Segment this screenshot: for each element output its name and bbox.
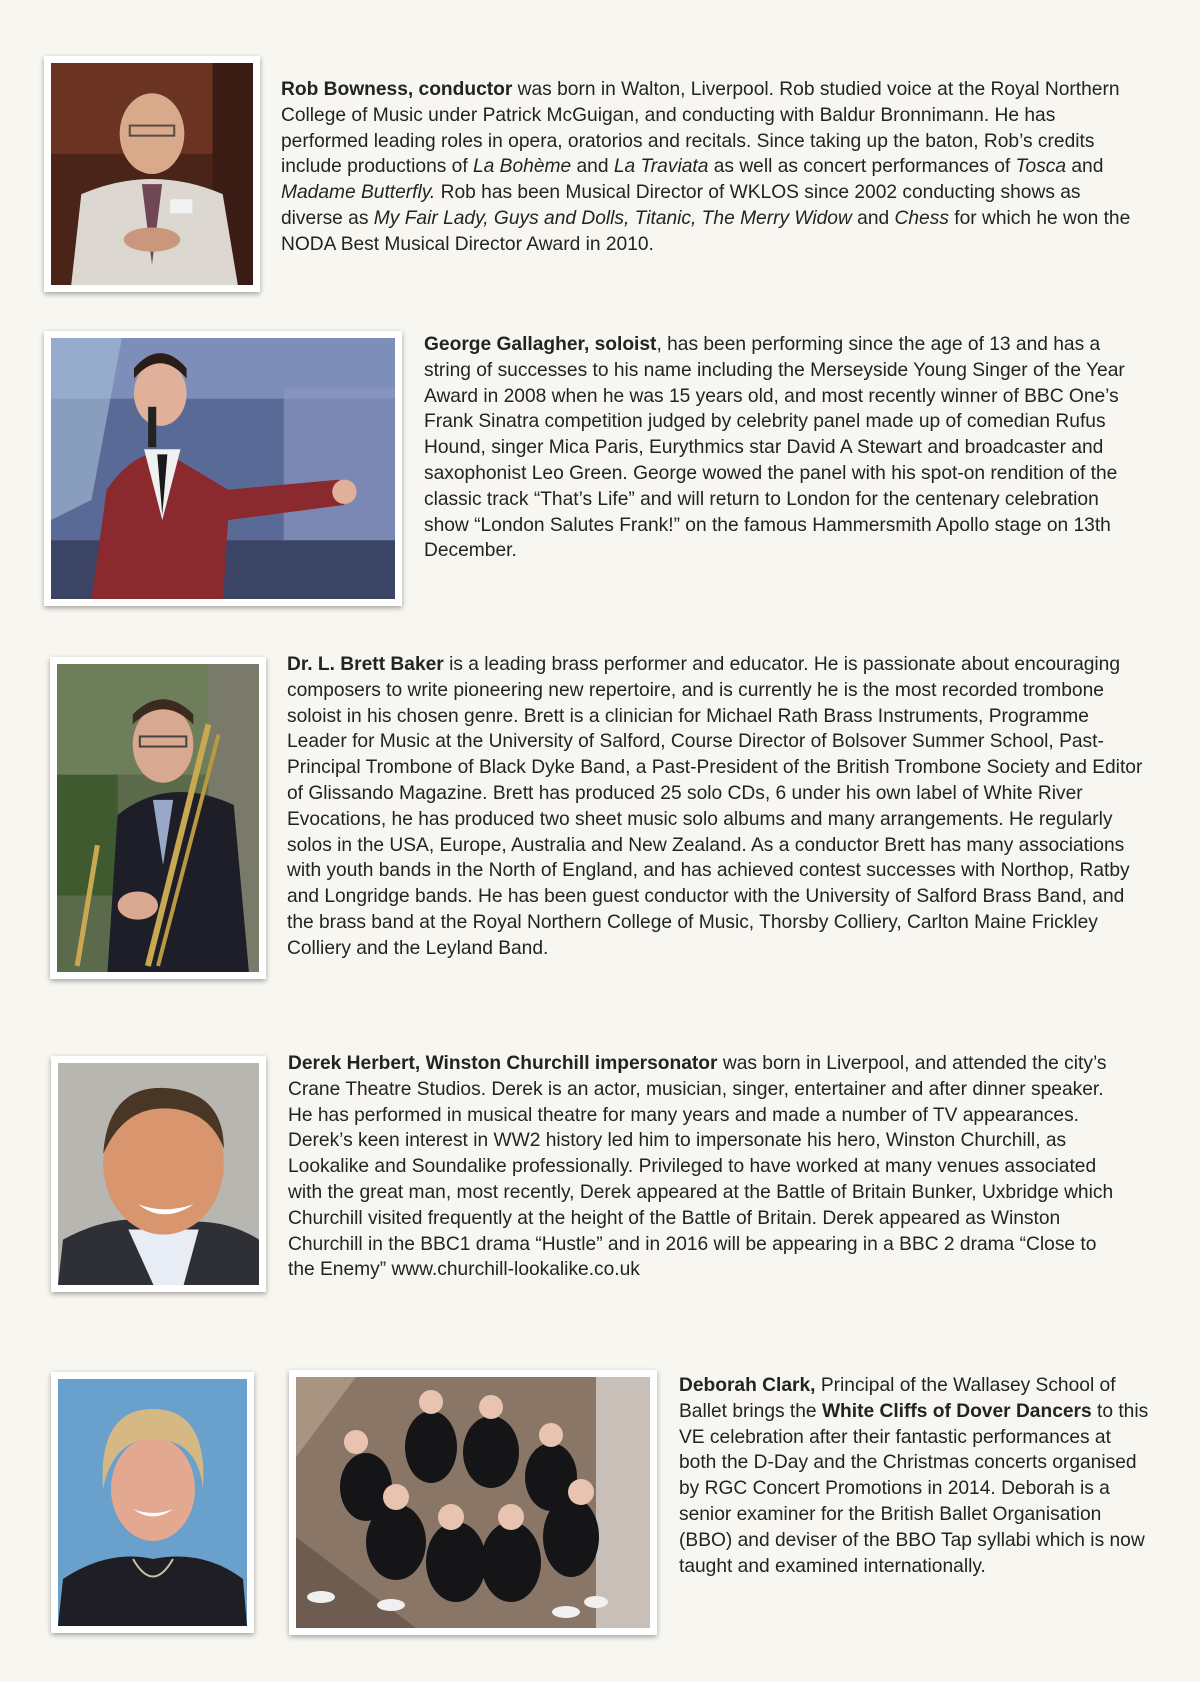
rob-bowness-bio: Rob Bowness, conductor was born in Walton, Liverpool. Rob studied voice at the Royal Northern College of Music under Patrick McGuigan, and conducting with Baldur Bronnimann. He has performed leading roles in opera, oratorios and recitals. Since taking up the baton, Rob’s credits include productions of La Bohème and La Traviata as well as concert performances of Tosca and Madame Butterfly. Rob has been Musical Director of WKLOS since 2002 conducting shows as diverse as My Fair Lady, Guys and Dolls, Titanic, The Merry Widow and Chess for which he won the NODA Best Musical Director Award in 2010.: [281, 79, 1131, 255]
deborah-clark-photo: [51, 1372, 254, 1633]
george-gallagher-name: George Gallagher, soloist: [424, 334, 657, 355]
singer-stage-image: [51, 338, 395, 599]
conductor-portrait-image: [51, 63, 253, 285]
brett-baker-photo: [50, 657, 266, 979]
impersonator-portrait-image: [58, 1063, 259, 1285]
george-gallagher-bio: George Gallagher, soloist, has been performing since the age of 13 and has a string of successes to his name including the Merseyside Young Singer of the Year Award in 2008 when he was 15 years old, and most recently winner of BBC One’s Frank Sinatra competition judged by celebrity panel made up of comedian Rufus Hound, singer Mica Paris, Eurythmics star David A Stewart and broadcaster and saxophonist Leo Green. George wowed the panel with his spot-on rendition of the classic track “That’s Life” and will return to London for the centenary celebration show “London Salutes Frank!” on the famous Hammersmith Apollo stage on 13th December.: [424, 334, 1125, 562]
rob-bowness-photo: [44, 56, 260, 292]
deborah-clark-name: Deborah Clark,: [679, 1375, 816, 1396]
derek-herbert-photo: [51, 1056, 266, 1292]
trombonist-portrait-image: [57, 664, 259, 972]
brett-baker-bio: Dr. L. Brett Baker is a leading brass performer and educator. He is passionate about encouraging composers to write pioneering new repertoire, and is currently he is the most recorded trombone soloist in his chosen genre. Brett is a clinician for Michael Rath Brass Instruments, Programme Leader for Music at the University of Salford, Course Director of Bolsover Summer School, Past-Principal Trombone of Black Dyke Band, a Past-President of the British Trombone Society and Editor of Glissando Magazine. Brett has produced 25 solo CDs, 6 under his own label of White River Evocations, he has produced two sheet music solo albums and many arrangements. He regularly solos in the USA, Europe, Australia and New Zealand. As a conductor Brett has many associations with youth bands in the North of England, and has achieved contest successes with Northop, Ratby and Longridge bands. He has been guest conductor with the University of Salford Brass Band, and the brass band at the Royal Northern College of Music, Thorsby Colliery, Carlton Maine Frickley Colliery and the Leyland Band.: [287, 654, 1143, 959]
derek-herbert-name: Derek Herbert, Winston Churchill impersonator: [288, 1053, 718, 1074]
white-cliffs-dancers-photo: [289, 1370, 657, 1635]
dancers-group-image: [296, 1377, 650, 1628]
derek-herbert-bio: Derek Herbert, Winston Churchill impersonator was born in Liverpool, and attended the city’s Crane Theatre Studios. Derek is an actor, musician, singer, entertainer and after dinner speaker. He has performed in musical theatre for many years and made a number of TV appearances. Derek’s keen interest in WW2 history led him to impersonate his hero, Winston Churchill, as Lookalike and Soundalike professionally. Privileged to have worked at many venues associated with the great man, most recently, Derek appeared at the Battle of Britain Bunker, Uxbridge which Churchill visited frequently at the height of the Battle of Britain. Derek appeared as Winston Churchill in the BBC1 drama “Hustle” and in 2016 will be appearing in a BBC 2 drama “Close to the Enemy” www.churchill-lookalike.co.uk: [288, 1053, 1114, 1281]
white-cliffs-dancers-name: White Cliffs of Dover Dancers: [821, 1400, 1092, 1422]
deborah-clark-bio: Deborah Clark, Principal of the Wallasey School of Ballet brings the White Cliffs of Dover Dancers to this VE celebration after their fantastic performances at both the D-Day and the Christmas concerts organised by RGC Concert Promotions in 2014. Deborah is a senior examiner for the British Ballet Organisation (BBO) and deviser of the BBO Tap syllabi which is now taught and examined internationally.: [679, 1375, 1149, 1577]
rob-bowness-name: Rob Bowness, conductor: [281, 79, 513, 100]
brett-baker-name: Dr. L. Brett Baker: [287, 654, 444, 675]
george-gallagher-photo: [44, 331, 402, 606]
ballet-principal-portrait-image: [58, 1379, 247, 1626]
